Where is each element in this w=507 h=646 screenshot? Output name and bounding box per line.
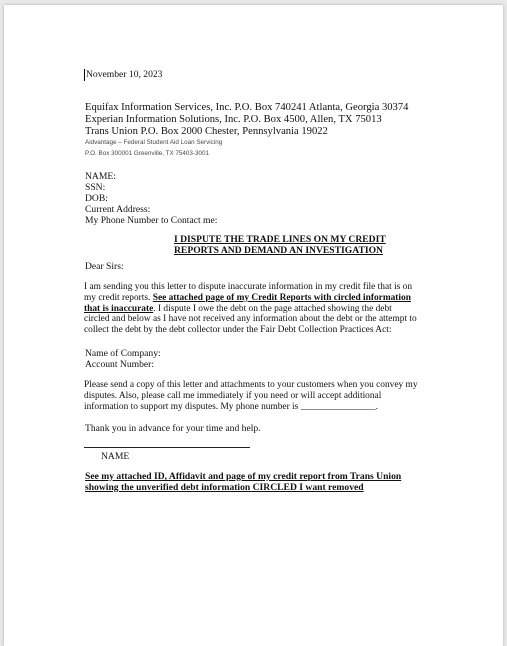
field-name: NAME: [85,171,116,182]
attachment-note-line2: showing the unverified debt information CIRCLED I want removed [85,482,364,493]
paragraph1-line3 [84,304,432,315]
paragraph1-line3-emphasis: that is inaccurate [84,303,154,314]
dispute-paragraph [84,282,432,336]
servicer-address: P.O. Box 300001 Greenville, TX 75403-3001 [85,150,210,157]
signature-line [84,447,250,448]
field-phone: My Phone Number to Contact me: [85,215,218,226]
request-paragraph [84,380,432,412]
paragraph1-line4: circled and below as I have not received any information about the debt or the attempt to [84,314,417,325]
paragraph2-line2: disputes. Also, please call me immediately if you need or will accept additional [84,390,382,401]
signature-name: NAME [101,451,130,462]
salutation: Dear Sirs: [85,261,124,272]
field-account-number: Account Number: [85,359,155,370]
recipient-transunion: Trans Union P.O. Box 2000 Chester, Pennsylvania 19022 [85,126,328,137]
paragraph1-line2-emphasis: See attached page of my Credit Reports with circled information [152,292,411,303]
text-cursor [84,69,85,81]
recipient-experian: Experian Information Solutions, Inc. P.O. Box 4500, Allen, TX 75013 [85,114,382,125]
field-current-address: Current Address: [85,204,151,215]
paragraph1-line2 [84,293,432,304]
field-ssn: SSN: [85,182,106,193]
paragraph1-line5: collect the debt by the debt collector under the Fair Debt Collection Practices Act: [84,325,392,336]
document-page[interactable] [4,5,503,646]
attachment-note-line1: See my attached ID, Affidavit and page of my credit report from Trans Union [85,471,402,482]
paragraph1-line3-text: . I dispute I owe the debt on the page attached showing the debt [153,303,392,314]
field-company-name: Name of Company: [85,348,161,359]
field-dob: DOB: [85,193,108,204]
closing: Thank you in advance for your time and help. [85,423,261,434]
servicer-name: Aidvantage – Federal Student Aid Loan Servicing [85,139,223,146]
letter-date: November 10, 2023 [86,69,163,80]
paragraph2-line3: information to support my disputes. My phone number is ________________. [84,401,378,412]
subject-line-2: REPORTS AND DEMAND AN INVESTIGATION [174,245,383,256]
recipient-equifax: Equifax Information Services, Inc. P.O. Box 740241 Atlanta, Georgia 30374 [85,102,409,113]
paragraph2-line1: Please send a copy of this letter and attachments to your customers when you convey my [84,380,418,390]
paragraph1-line1: I am sending you this letter to dispute inaccurate information in my credit file that is on [84,282,413,292]
subject-line-1: I DISPUTE THE TRADE LINES ON MY CREDIT [174,234,386,245]
paragraph1-line2-text: my credit reports. [84,292,153,303]
